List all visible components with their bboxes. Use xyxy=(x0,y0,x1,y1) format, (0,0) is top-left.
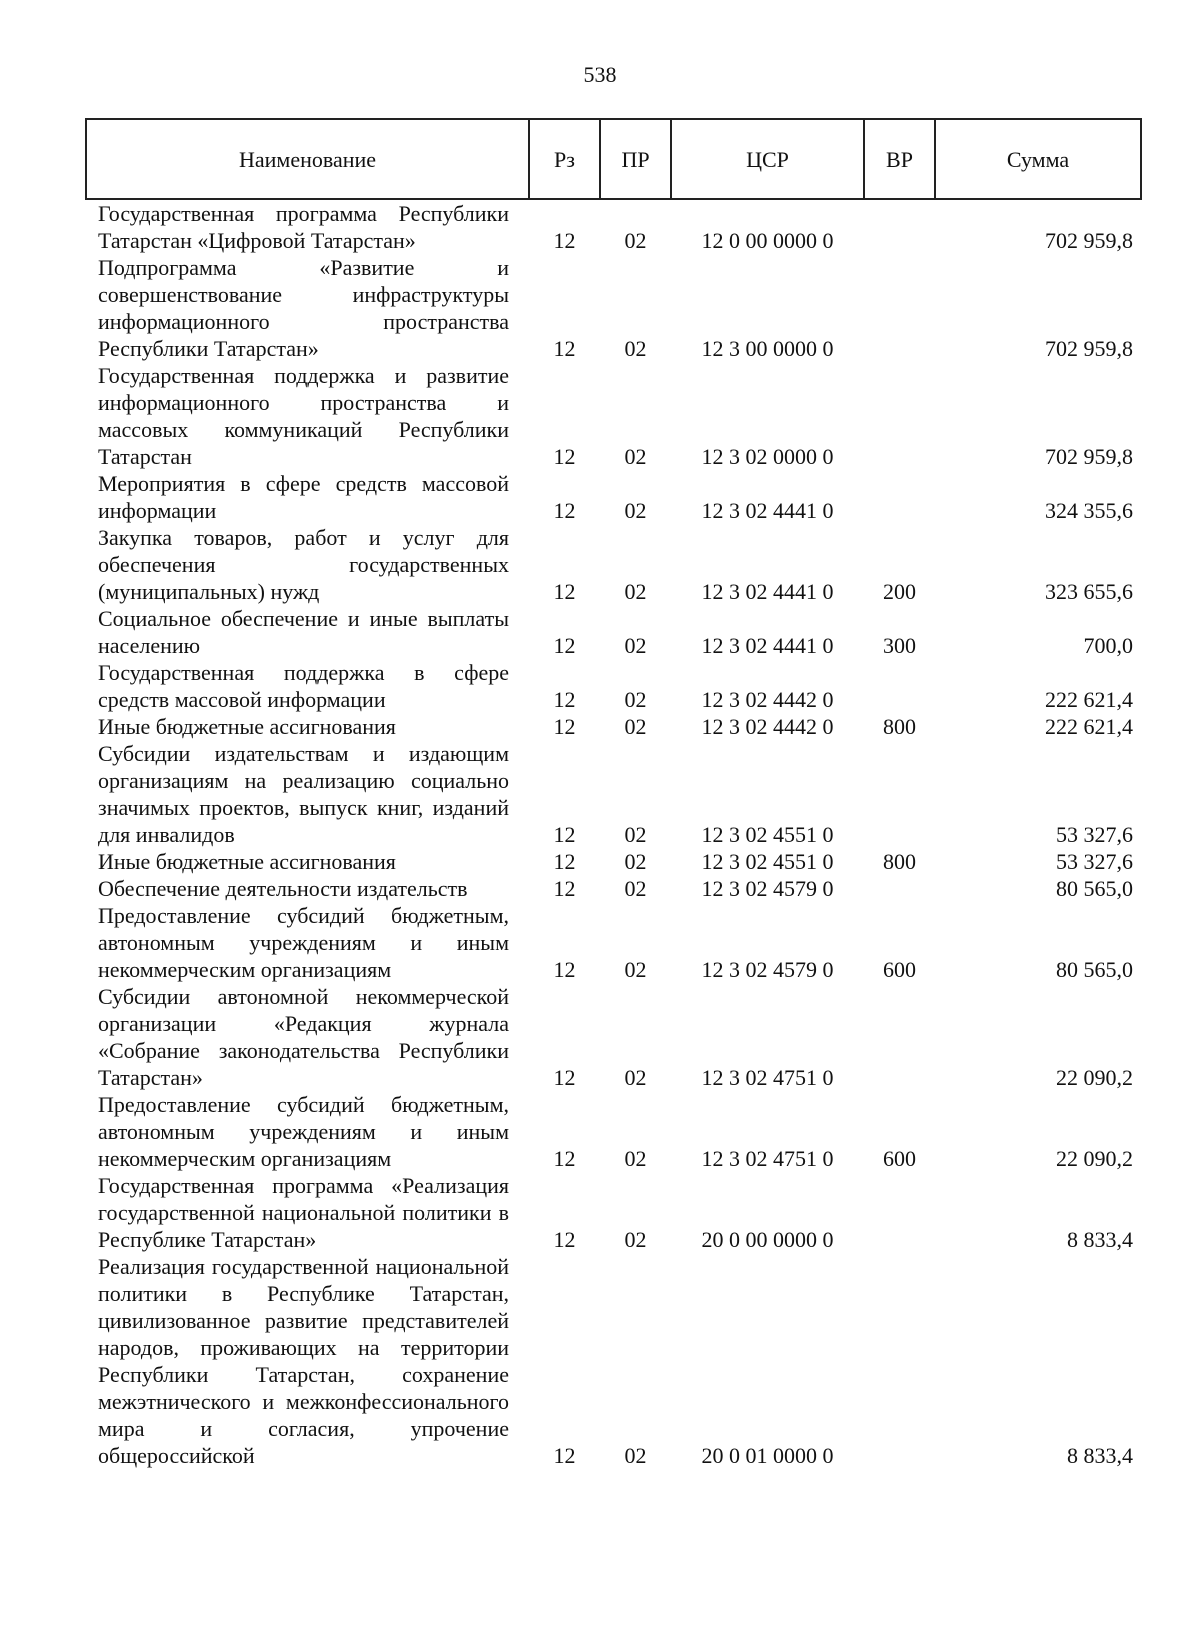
header-rz: Рз xyxy=(529,119,600,199)
row-pr: 02 xyxy=(624,228,647,253)
row-pr: 02 xyxy=(624,876,647,901)
header-vr: ВР xyxy=(864,119,935,199)
row-csr: 12 3 02 4551 0 xyxy=(701,849,834,874)
row-sum: 702 959,8 xyxy=(1045,444,1133,469)
table-row xyxy=(86,1172,1141,1253)
row-pr: 02 xyxy=(624,822,647,847)
row-pr: 02 xyxy=(624,1146,647,1171)
row-csr: 12 3 02 4751 0 xyxy=(701,1146,834,1171)
row-sum: 53 327,6 xyxy=(1056,849,1133,874)
row-sum: 700,0 xyxy=(1083,633,1133,658)
row-rz: 12 xyxy=(553,714,576,739)
row-name: Предоставление субсидий бюджетным, автономным учреждениям и иным некоммерческим организациям xyxy=(98,903,509,982)
row-vr xyxy=(864,1172,935,1253)
row-vr xyxy=(864,659,935,713)
row-rz: 12 xyxy=(553,849,576,874)
row-csr: 12 3 02 4442 0 xyxy=(701,714,834,739)
row-pr: 02 xyxy=(624,444,647,469)
row-vr xyxy=(864,254,935,362)
row-name: Обеспечение деятельности издательств xyxy=(98,876,468,901)
row-vr xyxy=(864,199,935,254)
row-pr: 02 xyxy=(624,633,647,658)
row-pr: 02 xyxy=(624,849,647,874)
row-name: Мероприятия в сфере средств массовой информации xyxy=(98,471,509,523)
table-row xyxy=(86,902,1141,983)
row-csr: 12 3 02 4579 0 xyxy=(701,876,834,901)
row-rz: 12 xyxy=(553,687,576,712)
table-header xyxy=(86,119,1141,199)
row-sum: 702 959,8 xyxy=(1045,336,1133,361)
row-name: Иные бюджетные ассигнования xyxy=(98,714,396,739)
table-row xyxy=(86,983,1141,1091)
header-csr: ЦСР xyxy=(671,119,864,199)
table-row xyxy=(86,362,1141,470)
row-name: Иные бюджетные ассигнования xyxy=(98,849,396,874)
row-rz: 12 xyxy=(553,1146,576,1171)
row-pr: 02 xyxy=(624,336,647,361)
row-vr: 300 xyxy=(883,633,916,658)
row-rz: 12 xyxy=(553,957,576,982)
table-row xyxy=(86,1091,1141,1172)
row-name: Предоставление субсидий бюджетным, автономным учреждениям и иным некоммерческим организациям xyxy=(98,1092,509,1171)
row-sum: 222 621,4 xyxy=(1045,687,1133,712)
row-sum: 702 959,8 xyxy=(1045,228,1133,253)
row-vr: 600 xyxy=(883,1146,916,1171)
row-vr: 800 xyxy=(883,714,916,739)
row-csr: 12 3 02 4442 0 xyxy=(701,687,834,712)
row-name: Закупка товаров, работ и услуг для обеспечения государственных (муниципальных) нужд xyxy=(98,525,509,604)
row-sum: 22 090,2 xyxy=(1056,1065,1133,1090)
table-row xyxy=(86,524,1141,605)
row-vr xyxy=(864,740,935,848)
table-row xyxy=(86,254,1141,362)
row-csr: 12 0 00 0000 0 xyxy=(701,228,834,253)
row-vr: 600 xyxy=(883,957,916,982)
table-body xyxy=(86,199,1141,1469)
row-name: Субсидии автономной некоммерческой организации «Редакция журнала «Собрание законодательства Республики Татарстан» xyxy=(98,984,509,1090)
row-rz: 12 xyxy=(553,822,576,847)
table-row xyxy=(86,470,1141,524)
row-rz: 12 xyxy=(553,444,576,469)
row-pr: 02 xyxy=(624,1227,647,1252)
row-pr: 02 xyxy=(624,579,647,604)
row-vr xyxy=(864,983,935,1091)
row-pr: 02 xyxy=(624,498,647,523)
row-vr xyxy=(864,470,935,524)
header-row xyxy=(86,119,1141,199)
budget-table xyxy=(85,118,1142,1469)
row-rz: 12 xyxy=(553,1227,576,1252)
table-row xyxy=(86,848,1141,875)
row-vr: 800 xyxy=(883,849,916,874)
table-row xyxy=(86,740,1141,848)
row-csr: 12 3 02 4551 0 xyxy=(701,822,834,847)
row-name: Подпрограмма «Развитие и совершенствование инфраструктуры информационного пространства Республики Татарстан» xyxy=(98,255,509,361)
row-csr: 12 3 02 4441 0 xyxy=(701,498,834,523)
row-sum: 22 090,2 xyxy=(1056,1146,1133,1171)
row-sum: 8 833,4 xyxy=(1067,1227,1133,1252)
header-sum: Сумма xyxy=(935,119,1141,199)
header-pr: ПР xyxy=(600,119,671,199)
row-sum: 324 355,6 xyxy=(1045,498,1133,523)
row-rz: 12 xyxy=(553,1065,576,1090)
row-csr: 12 3 02 4579 0 xyxy=(701,957,834,982)
row-rz: 12 xyxy=(553,336,576,361)
row-sum: 222 621,4 xyxy=(1045,714,1133,739)
table-row xyxy=(86,199,1141,254)
table-row xyxy=(86,1253,1141,1469)
row-sum: 80 565,0 xyxy=(1056,957,1133,982)
row-csr: 12 3 02 4441 0 xyxy=(701,579,834,604)
table-row xyxy=(86,713,1141,740)
row-name: Реализация государственной национальной политики в Республике Татарстан, цивилизованное развитие представителей народов, проживающих на территории Республики Татарстан, сохранение межэтнического и межконфессионального мира и согласия, упрочение общероссийской xyxy=(98,1254,509,1468)
row-vr xyxy=(864,362,935,470)
row-pr: 02 xyxy=(624,687,647,712)
row-vr xyxy=(864,1253,935,1469)
row-rz: 12 xyxy=(553,1443,576,1468)
row-rz: 12 xyxy=(553,579,576,604)
row-vr: 200 xyxy=(883,579,916,604)
row-name: Социальное обеспечение и иные выплаты населению xyxy=(98,606,509,658)
row-pr: 02 xyxy=(624,714,647,739)
row-rz: 12 xyxy=(553,633,576,658)
row-vr xyxy=(864,875,935,902)
row-pr: 02 xyxy=(624,1443,647,1468)
row-csr: 20 0 01 0000 0 xyxy=(701,1443,834,1468)
row-name: Государственная поддержка и развитие информационного пространства и массовых коммуникаций Республики Татарстан xyxy=(98,363,509,469)
row-rz: 12 xyxy=(553,876,576,901)
row-sum: 323 655,6 xyxy=(1045,579,1133,604)
row-name: Государственная программа «Реализация государственной национальной политики в Республике Татарстан» xyxy=(98,1173,509,1252)
table-row xyxy=(86,605,1141,659)
row-sum: 80 565,0 xyxy=(1056,876,1133,901)
row-csr: 20 0 00 0000 0 xyxy=(701,1227,834,1252)
row-csr: 12 3 02 0000 0 xyxy=(701,444,834,469)
row-csr: 12 3 02 4441 0 xyxy=(701,633,834,658)
row-pr: 02 xyxy=(624,1065,647,1090)
table-row xyxy=(86,659,1141,713)
row-rz: 12 xyxy=(553,498,576,523)
row-sum: 53 327,6 xyxy=(1056,822,1133,847)
row-name: Государственная поддержка в сфере средств массовой информации xyxy=(98,660,509,712)
header-name: Наименование xyxy=(86,119,529,199)
row-rz: 12 xyxy=(553,228,576,253)
row-pr: 02 xyxy=(624,957,647,982)
row-sum: 8 833,4 xyxy=(1067,1443,1133,1468)
row-csr: 12 3 02 4751 0 xyxy=(701,1065,834,1090)
row-csr: 12 3 00 0000 0 xyxy=(701,336,834,361)
row-name: Государственная программа Республики Татарстан «Цифровой Татарстан» xyxy=(98,201,509,253)
page-number: 538 xyxy=(583,62,617,87)
table-row xyxy=(86,875,1141,902)
row-name: Субсидии издательствам и издающим организациям на реализацию социально значимых проектов, выпуск книг, изданий для инвалидов xyxy=(98,741,509,847)
